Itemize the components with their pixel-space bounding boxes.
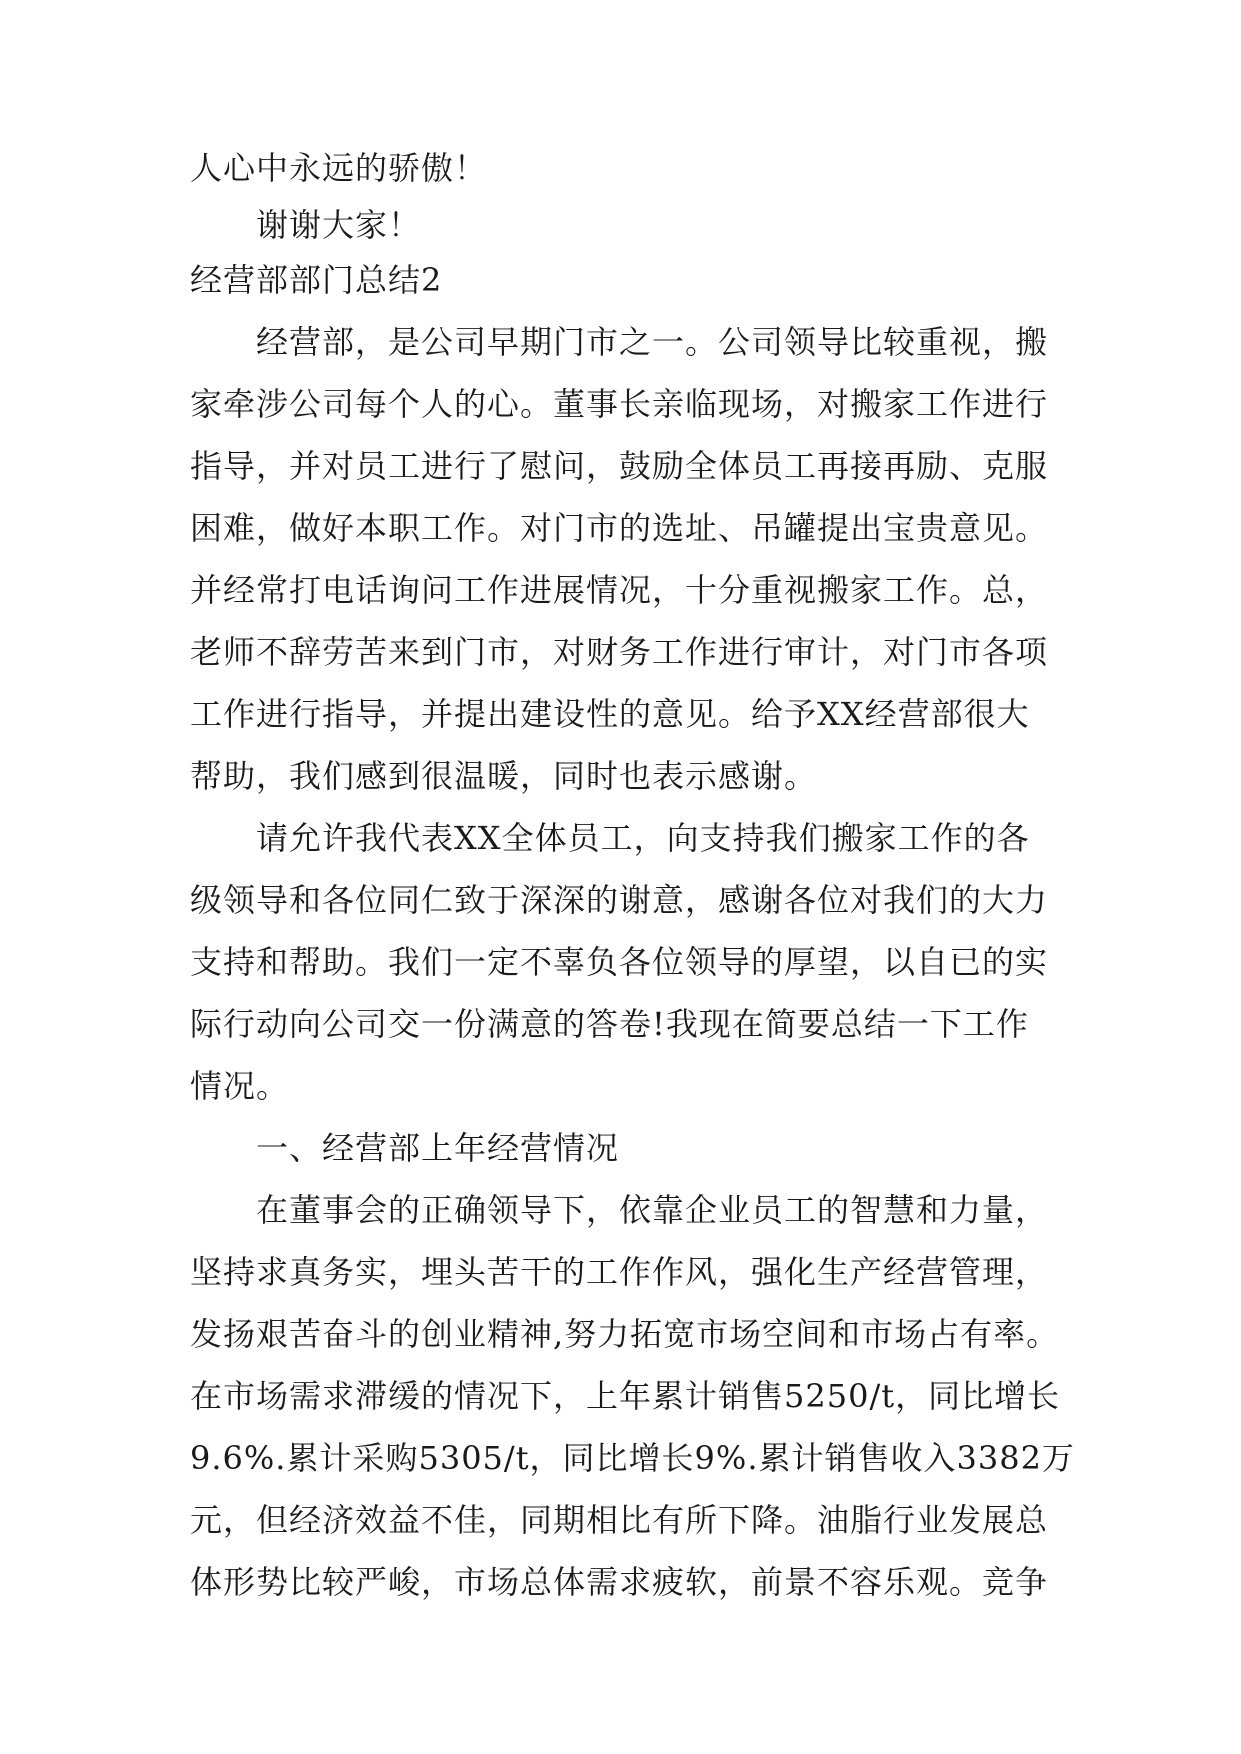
text-line: 困难，做好本职工作。对门市的选址、吊罐提出宝贵意见。 [190,509,1049,547]
text-line: 9.6%.累计采购5305/t，同比增长9%.累计销售收入3382万 [190,1439,1075,1477]
text-line: 经营部，是公司早期门市之一。公司领导比较重视，搬 [256,323,1049,361]
text-line: 在市场需求滞缓的情况下，上年累计销售5250/t，同比增长 [190,1377,1061,1415]
text-line: 人心中永远的骄傲！ [190,149,488,187]
text-line: 家牵涉公司每个人的心。董事长亲临现场，对搬家工作进行 [190,385,1049,423]
text-line: 元，但经济效益不佳，同期相比有所下降。油脂行业发展总 [190,1501,1049,1539]
text-line: 老师不辞劳苦来到门市，对财务工作进行审计，对门市各项 [190,633,1049,671]
text-line: 在董事会的正确领导下，依靠企业员工的智慧和力量， [256,1191,1049,1229]
section-title: 经营部部门总结2 [190,261,443,299]
text-line: 情况。 [190,1067,290,1105]
text-line: 工作进行指导，并提出建设性的意见。给予XX经营部很大 [190,695,1030,733]
text-line: 级领导和各位同仁致于深深的谢意，感谢各位对我们的大力 [190,881,1049,919]
text-line: 发扬艰苦奋斗的创业精神,努力拓宽市场空间和市场占有率。 [190,1315,1060,1353]
text-line: 帮助，我们感到很温暖，同时也表示感谢。 [190,757,818,795]
text-line: 谢谢大家！ [256,206,422,244]
text-line: 请允许我代表XX全体员工，向支持我们搬家工作的各 [256,819,1030,857]
text-line: 体形势比较严峻，市场总体需求疲软，前景不容乐观。竞争 [190,1563,1049,1601]
text-line: 坚持求真务实，埋头苦干的工作作风，强化生产经营管理， [190,1253,1049,1291]
text-line: 指导，并对员工进行了慰问，鼓励全体员工再接再励、克服 [190,447,1049,485]
text-line: 并经常打电话询问工作进展情况，十分重视搬家工作。总， [190,571,1049,609]
text-line: 支持和帮助。我们一定不辜负各位领导的厚望，以自已的实 [190,943,1049,981]
text-line: 际行动向公司交一份满意的答卷!我现在简要总结一下工作 [190,1005,1029,1043]
section-heading: 一、经营部上年经营情况 [256,1129,620,1167]
